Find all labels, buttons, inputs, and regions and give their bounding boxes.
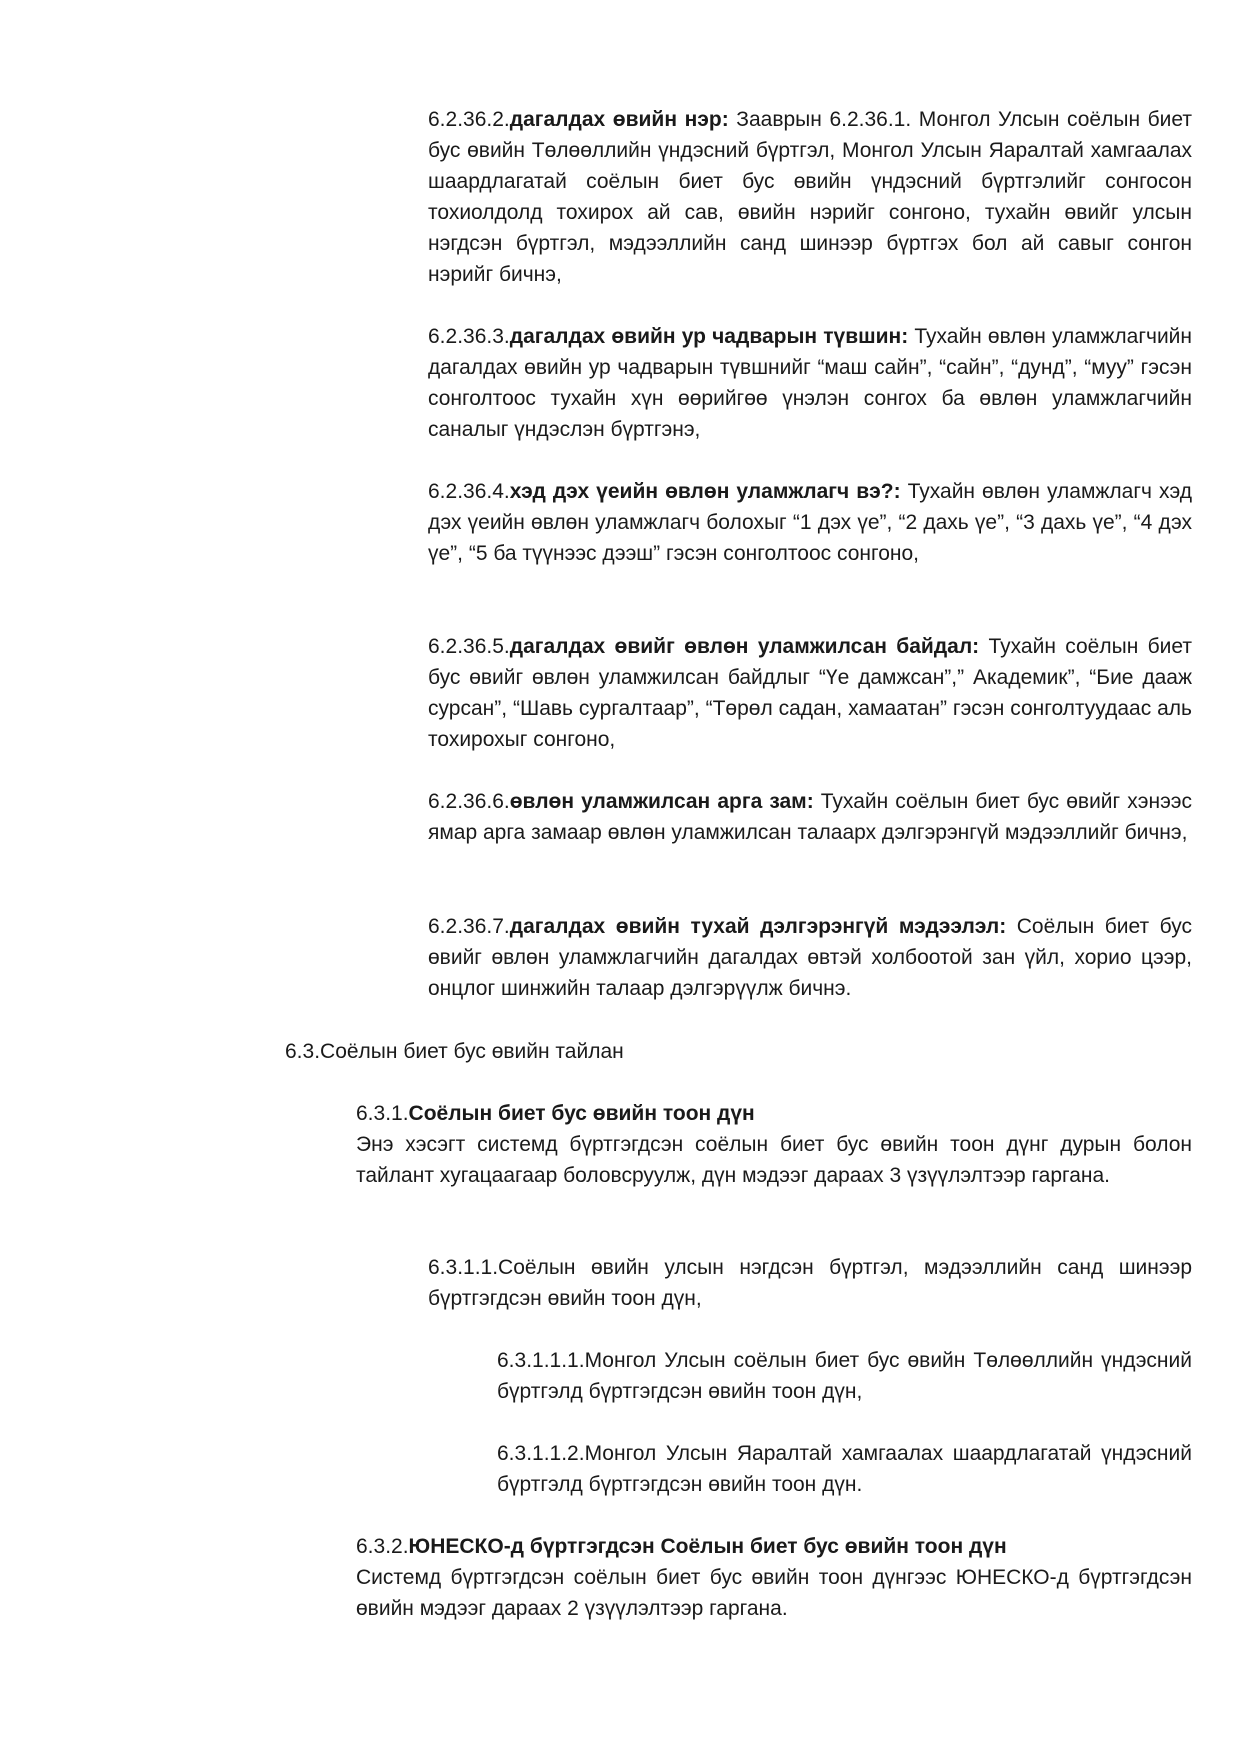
paragraph-6-2-36-6 [428, 786, 1192, 848]
paragraph-text: Тухайн өвлөн уламжлагч хэд дэх үеийн өвлөн уламжлагч болохыг “1 дэх үе”, “2 дахь үе”, “3 дахь үе”, “4 дэх үе”, “5 ба түүнээс дээш” гэсэн сонголтоос сонгоно, [428, 480, 1192, 565]
paragraph-number: 6.2.36.3. [428, 325, 510, 348]
section-number: 6.3.1. [356, 1102, 409, 1125]
item-6-3-1-1-2: 6.3.1.1.2.Монгол Улсын Яаралтай хамгаалах шаардлагатай үндэсний бүртгэлд бүртгэгдсэн өвийн тоон дүн. [497, 1442, 1192, 1496]
paragraph-number: 6.2.36.7. [428, 915, 510, 938]
paragraph-text: Соёлын биет бус өвийг өвлөн уламжлагчийн дагалдах өвтэй холбоотой зан үйл, хорио цээр, онцлог шинжийн талаар дэлгэрүүлж бичнэ. [428, 915, 1192, 1000]
section-heading: ЮНЕСКО-д бүртгэгдсэн Соёлын биет бус өвийн тоон дүн [408, 1535, 1007, 1558]
item-6-3-1-1: 6.3.1.1.Соёлын өвийн улсын нэгдсэн бүртгэл, мэдээллийн санд шинээр бүртгэгдсэн өвийн тоон дүн, [428, 1256, 1192, 1310]
item-6-3-1-1-1: 6.3.1.1.1.Монгол Улсын соёлын биет бус өвийн Төлөөллийн үндэсний бүртгэлд бүртгэгдсэн өвийн тоон дүн, [497, 1349, 1192, 1403]
paragraph-text: Зааврын 6.2.36.1. Монгол Улсын соёлын биет бус өвийн Төлөөллийн үндэсний бүртгэл, Монгол Улсын Яаралтай хамгаалах шаардлагатай соёлын биет бус өвийн үндэсний бүртгэлийг сонгосон тохиолдолд тохирох ай сав, өвийн нэрийг сонгоно, тухайн өвийг улсын нэгдсэн бүртгэл, мэдээллийн санд шинээр бүртгэх бол ай савыг сонгон нэрийг бичнэ, [428, 108, 1192, 286]
paragraph-text: Тухайн соёлын биет бус өвийг өвлөн уламжилсан байдлыг “Үе дамжсан”,” Академик”, “Бие дааж сурсан”, “Шавь сургалтаар”, “Төрөл садан, хамаатан” гэсэн сонголтуудаас аль тохирохыг сонгоно, [428, 635, 1192, 751]
paragraph-6-2-36-3 [428, 321, 1192, 445]
paragraph-number: 6.2.36.2. [428, 108, 510, 131]
section-body: Системд бүртгэгдсэн соёлын биет бус өвийн тоон дүнгээс ЮНЕСКО-д бүртгэгдсэн өвийн мэдээг дараах 2 үзүүлэлтээр гаргана. [356, 1566, 1192, 1620]
paragraph-6-2-36-2 [428, 104, 1192, 290]
paragraph-number: 6.2.36.6. [428, 790, 510, 813]
section-6-3-2 [356, 1531, 1192, 1624]
paragraph-heading: дагалдах өвийн нэр: [509, 108, 729, 131]
section-body: Энэ хэсэгт системд бүртгэгдсэн соёлын биет бус өвийн тоон дүнг дурын болон тайлант хугацаагаар боловсруулж, дүн мэдээг дараах 3 үзүүлэлтээр гаргана. [356, 1133, 1192, 1187]
section-number: 6.3.2. [356, 1535, 409, 1558]
section-heading: Соёлын биет бус өвийн тоон дүн [408, 1102, 755, 1125]
section-6-3-1 [356, 1098, 1192, 1191]
paragraph-6-2-36-7 [428, 911, 1192, 1004]
paragraph-text: Тухайн өвлөн уламжлагчийн дагалдах өвийн ур чадварын түвшнийг “маш сайн”, “сайн”, “дунд”, “муу” гэсэн сонголтоос тухайн хүн өөрийгөө үнэлэн сонгох ба өвлөн уламжлагчийн саналыг үндэслэн бүртгэнэ, [428, 325, 1193, 441]
paragraph-number: 6.2.36.4. [428, 480, 510, 503]
paragraph-heading: дагалдах өвийн ур чадварын түвшин: [509, 325, 909, 348]
paragraph-6-2-36-5 [428, 631, 1192, 755]
paragraph-text: Тухайн соёлын биет бус өвийг хэнээс ямар арга замаар өвлөн уламжилсан талаарх дэлгэрэнгүй мэдээллийг бичнэ, [428, 790, 1193, 844]
paragraph-number: 6.2.36.5. [428, 635, 510, 658]
paragraph-heading: хэд дэх үеийн өвлөн уламжлагч вэ?: [509, 480, 901, 503]
paragraph-6-2-36-4 [428, 476, 1192, 569]
paragraph-heading: дагалдах өвийг өвлөн уламжилсан байдал: [509, 635, 980, 658]
section-6-3-title: 6.3.Соёлын биет бус өвийн тайлан [285, 1040, 624, 1063]
paragraph-heading: өвлөн уламжилсан арга зам: [509, 790, 814, 813]
paragraph-heading: дагалдах өвийн тухай дэлгэрэнгүй мэдээлэл: [509, 915, 1007, 938]
